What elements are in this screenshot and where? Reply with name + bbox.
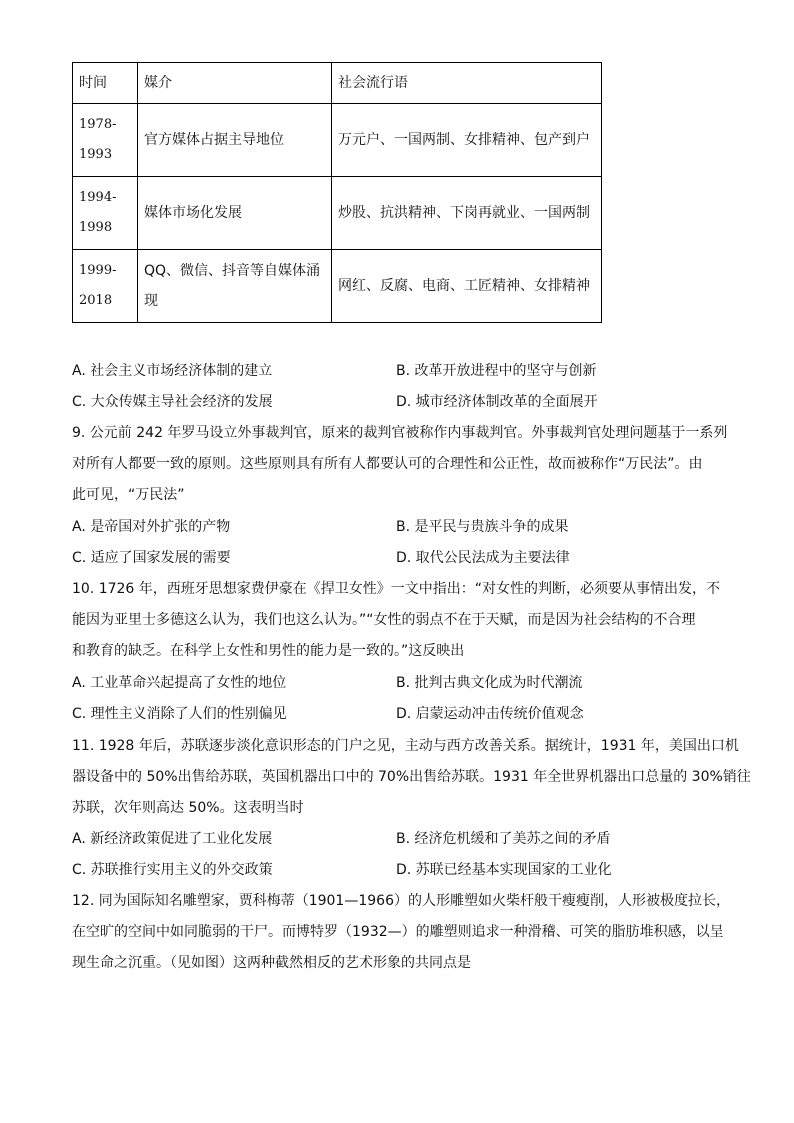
q10-option-c: C. 理性主义消除了人们的性别偏见 — [72, 706, 287, 722]
q9-option-c: C. 适应了国家发展的需要 — [72, 550, 231, 566]
q12-line-2: 在空旷的空间中如同脆弱的干尸。而博特罗（1932—）的雕塑则追求一种滑稽、可笑的脂肪堆积感，以呈 — [72, 924, 724, 940]
period-end: 1998 — [79, 220, 113, 235]
cell-period — [73, 177, 138, 250]
period-end: 1993 — [79, 147, 113, 162]
q12-line-3: 现生命之沉重。（见如图）这两种截然相反的艺术形象的共同点是 — [72, 955, 471, 971]
table-row — [73, 104, 602, 177]
q11-option-d: D. 苏联已经基本实现国家的工业化 — [396, 862, 612, 878]
header-media: 媒介 — [138, 63, 332, 104]
q10-option-a: A. 工业革命兴起提高了女性的地位 — [72, 675, 287, 691]
cell-slang: 网红、反腐、电商、工匠精神、女排精神 — [332, 250, 602, 323]
media-text: 官方媒体占据主导地位 — [144, 132, 284, 148]
media-text-cont: 现 — [144, 293, 158, 309]
q8-option-b: B. 改革开放进程中的坚守与创新 — [396, 363, 597, 379]
q9-option-d: D. 取代公民法成为主要法律 — [396, 550, 570, 566]
q9-option-b: B. 是平民与贵族斗争的成果 — [396, 519, 569, 535]
q9-stem — [72, 418, 728, 511]
q10-option-d: D. 启蒙运动冲击传统价值观念 — [396, 706, 584, 722]
period-start: 1994- — [79, 190, 117, 205]
q8-option-c: C. 大众传媒主导社会经济的发展 — [72, 394, 273, 410]
q11-option-c: C. 苏联推行实用主义的外交政策 — [72, 862, 273, 878]
header-slang: 社会流行语 — [332, 63, 602, 104]
q10-stem — [72, 574, 722, 667]
q11-stem — [72, 731, 751, 824]
media-text: 媒体市场化发展 — [144, 205, 242, 221]
cell-period — [73, 104, 138, 177]
cell-media — [138, 177, 332, 250]
cell-media — [138, 250, 332, 323]
q8-option-a: A. 社会主义市场经济体制的建立 — [72, 363, 273, 379]
q10-line-3: 和教育的缺乏。在科学上女性和男性的能力是一致的。”这反映出 — [72, 643, 465, 659]
q9-option-a: A. 是帝国对外扩张的产物 — [72, 519, 231, 535]
table-row — [73, 177, 602, 250]
q10-line-2: 能因为亚里士多德这么认为，我们也这么认为。”“女性的弱点不在于天赋，而是因为社会结构的不合理 — [72, 612, 696, 628]
media-text: QQ、微信、抖音等自媒体涌 — [144, 263, 321, 279]
cell-period — [73, 250, 138, 323]
q10-line-1: 10. 1726 年，西班牙思想家费伊豪在《捍卫女性》一文中指出：“对女性的判断，必须要从事情出发，不 — [72, 581, 721, 597]
q8-option-d: D. 城市经济体制改革的全面展开 — [396, 394, 598, 410]
cell-slang: 炒股、抗洪精神、下岗再就业、一国两制 — [332, 177, 602, 250]
cell-media — [138, 104, 332, 177]
q11-line-3: 苏联，次年则高达 50%。这表明当时 — [72, 800, 304, 816]
q9-line-2: 对所有人都要一致的原则。这些原则具有所有人都要认可的合理性和公正性，故而被称作“万民法”。由 — [72, 456, 703, 472]
header-time: 时间 — [73, 63, 138, 104]
q11-option-b: B. 经济危机缓和了美苏之间的矛盾 — [396, 831, 611, 847]
q10-option-b: B. 批判古典文化成为时代潮流 — [396, 675, 583, 691]
period-end: 2018 — [79, 293, 113, 308]
q11-option-a: A. 新经济政策促进了工业化发展 — [72, 831, 273, 847]
cell-slang: 万元户、一国两制、女排精神、包产到户 — [332, 104, 602, 177]
period-start: 1999- — [79, 263, 117, 278]
table-row — [73, 250, 602, 323]
media-slang-table — [72, 62, 602, 323]
q11-line-2: 器设备中的 50%出售给苏联，英国机器出口中的 70%出售给苏联。1931 年全世界机器出口总量的 30%销往 — [72, 769, 751, 785]
q12-stem — [72, 886, 730, 979]
period-start: 1978- — [79, 117, 117, 132]
q9-line-1: 9. 公元前 242 年罗马设立外事裁判官，原来的裁判官被称作内事裁判官。外事裁判官处理问题基于一系列 — [72, 425, 728, 441]
q12-line-1: 12. 同为国际知名雕塑家，贾科梅蒂（1901—1966）的人形雕塑如火柴杆般干瘦瘦削，人形被极度拉长， — [72, 893, 730, 909]
q11-line-1: 11. 1928 年后，苏联逐步淡化意识形态的门户之见，主动与西方改善关系。据统计，1931 年，美国出口机 — [72, 738, 739, 754]
q9-line-3: 此可见，“万民法” — [72, 487, 185, 503]
table-header-row — [73, 63, 602, 104]
